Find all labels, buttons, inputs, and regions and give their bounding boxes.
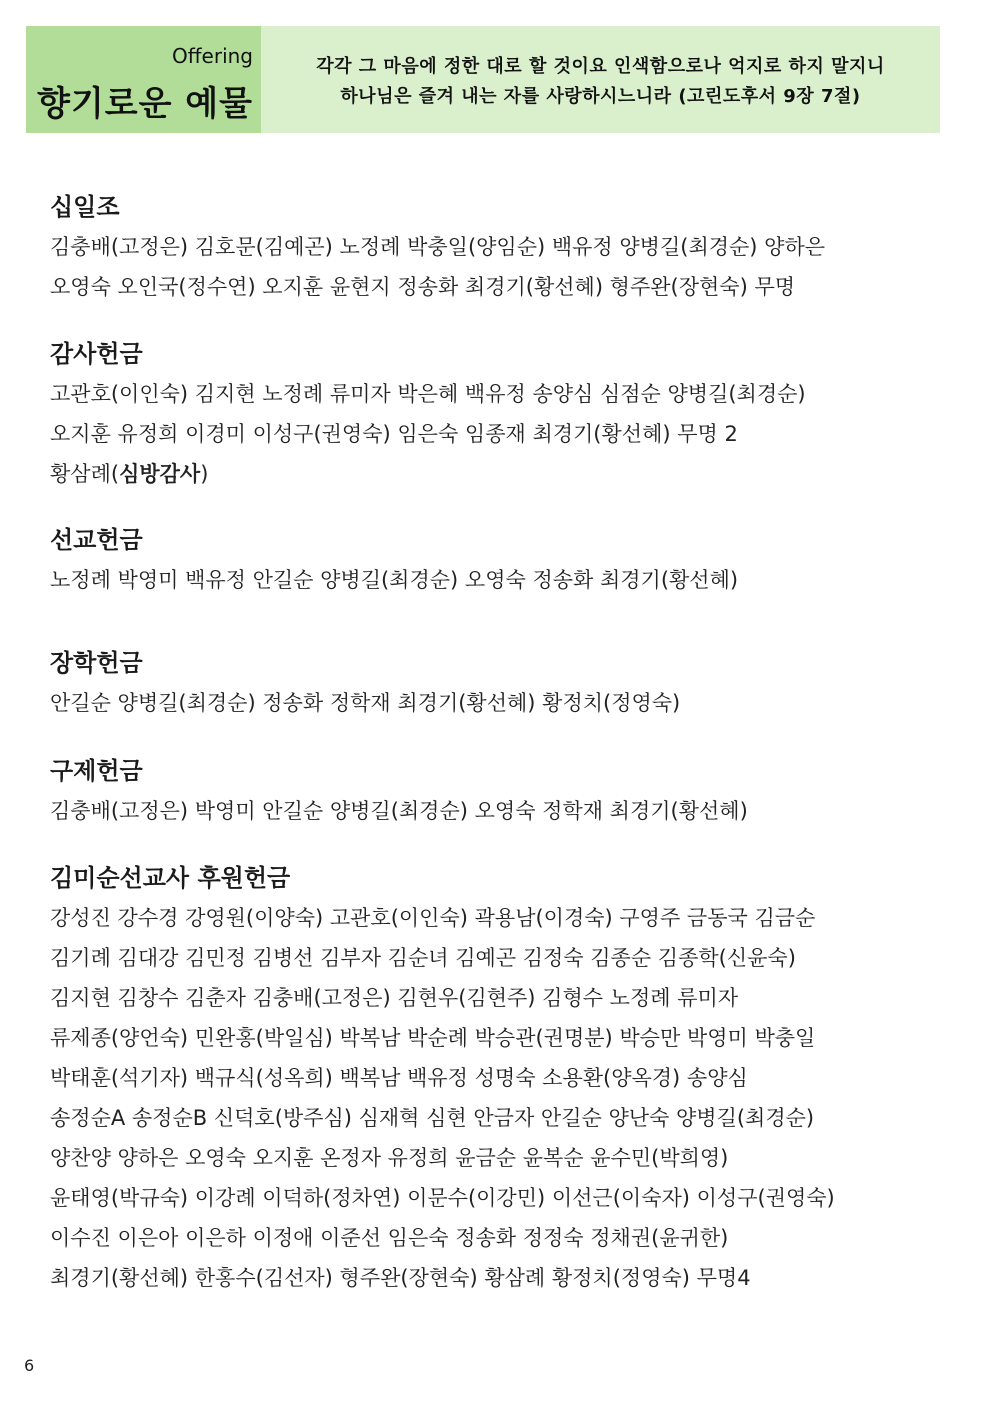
section-title-mission: 선교헌금 (50, 526, 143, 554)
section-title-thanks: 감사헌금 (50, 340, 143, 368)
names-line: 류제종(양언숙) 민완홍(박일심) 박복남 박순례 박승관(권명분) 박승만 박영미 박충일 (50, 1026, 816, 1050)
section-title-scholarship: 장학헌금 (50, 649, 143, 677)
names-line: 오지훈 유정희 이경미 이성구(권영숙) 임은숙 임종재 최경기(황선혜) 무명 2 (50, 422, 738, 446)
names-line: 김기례 김대강 김민정 김병선 김부자 김순녀 김예곤 김정숙 김종순 김종학(신윤숙) (50, 946, 796, 970)
names-line-with-note (50, 454, 930, 494)
section-thanks (50, 334, 930, 494)
verse-line-2: 하나님은 즐겨 내는 자를 사랑하시느니라 (고린도후서 9장 7절) (340, 85, 861, 107)
names-line: 김충배(고정은) 박영미 안길순 양병길(최경순) 오영숙 정학재 최경기(황선혜) (50, 799, 748, 823)
names-line: 양찬양 양하은 오영숙 오지훈 온정자 유정희 윤금순 윤복순 윤수민(박희영) (50, 1146, 729, 1170)
names-line: 송정순A 송정순B 신덕호(방주심) 심재혁 심현 안금자 안길순 양난숙 양병길(최경순) (50, 1106, 815, 1130)
names-line: 강성진 강수경 강영원(이양숙) 고관호(이인숙) 곽용남(이경숙) 구영주 금동국 김금순 (50, 906, 816, 930)
visit-thanks-note: 심방감사 (119, 462, 201, 486)
names-line: 고관호(이인숙) 김지현 노정례 류미자 박은혜 백유정 송양심 심점순 양병길(최경순) (50, 382, 806, 406)
names-line: 박태훈(석기자) 백규식(성옥희) 백복남 백유정 성명숙 소용환(양옥경) 송양심 (50, 1066, 748, 1090)
page-title: 향기로운 예물 (37, 84, 253, 124)
names-line: 김지현 김창수 김춘자 김충배(고정은) 김현우(김현주) 김형수 노정례 류미자 (50, 986, 739, 1010)
names-line: 오영숙 오인국(정수연) 오지훈 윤현지 정송화 최경기(황선혜) 형주완(장현숙) 무명 (50, 275, 796, 299)
header-banner (26, 26, 940, 133)
section-relief (50, 751, 930, 831)
names-line: 노정례 박영미 백유정 안길순 양병길(최경순) 오영숙 정송화 최경기(황선혜) (50, 568, 739, 592)
names-line: 김충배(고정은) 김호문(김예곤) 노정례 박충일(양임순) 백유정 양병길(최경순) 양하은 (50, 235, 826, 259)
section-tithe (50, 187, 930, 307)
section-title-missionary-support: 김미순선교사 후원헌금 (50, 864, 291, 892)
verse-box (261, 26, 940, 133)
names-line: 최경기(황선혜) 한홍수(김선자) 형주완(장현숙) 황삼례 황정치(정영숙) 무명4 (50, 1266, 751, 1290)
offering-label: Offering (172, 44, 253, 68)
section-missionary-support (50, 858, 930, 1298)
section-title-relief: 구제헌금 (50, 757, 143, 785)
header-title-box (26, 26, 261, 133)
verse-line-1: 각각 그 마음에 정한 대로 할 것이요 인색함으로나 억지로 하지 말지니 (316, 55, 885, 77)
section-mission (50, 520, 930, 600)
closing-paren: ) (200, 462, 209, 486)
names-line: 이수진 이은아 이은하 이정애 이준선 임은숙 정송화 정정숙 정채권(윤귀한) (50, 1226, 729, 1250)
section-title-tithe: 십일조 (50, 193, 120, 221)
names-line: 윤태영(박규숙) 이강례 이덕하(정차연) 이문수(이강민) 이선근(이숙자) 이성구(권영숙) (50, 1186, 835, 1210)
page-number: 6 (24, 1356, 35, 1375)
name-text: 황삼례( (50, 462, 120, 486)
names-line: 안길순 양병길(최경순) 정송화 정학재 최경기(황선혜) 황정치(정영숙) (50, 691, 681, 715)
section-scholarship (50, 643, 930, 723)
